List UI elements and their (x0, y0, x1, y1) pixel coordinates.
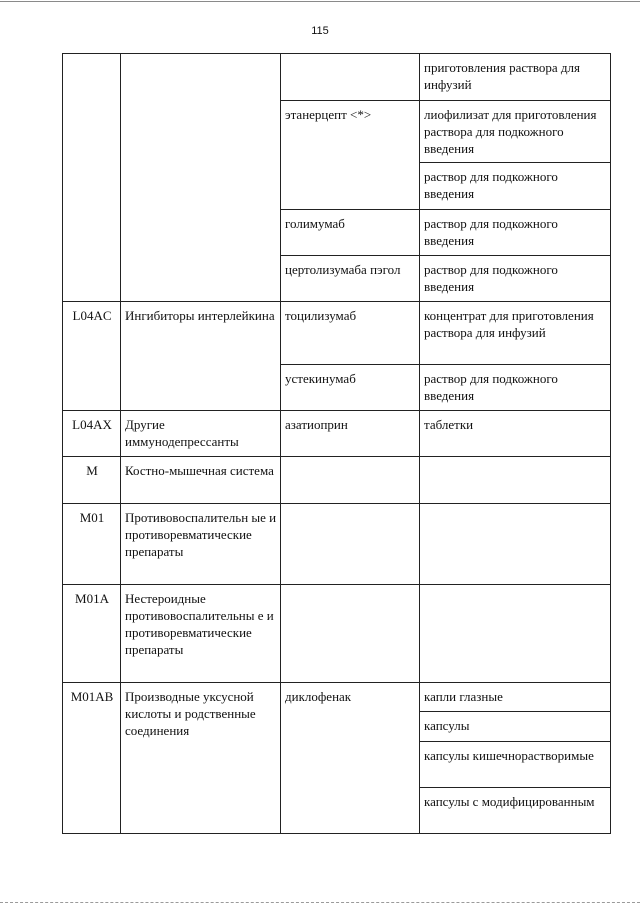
table-row (63, 302, 611, 365)
dosage-form-cell: лиофилизат для приготовления раствора для подкожного введения (420, 101, 611, 163)
dosage-form-cell (420, 585, 611, 683)
table-row (63, 585, 611, 683)
dosage-form-cell: раствор для подкожного введения (420, 210, 611, 256)
atc-code-cell (63, 54, 121, 302)
group-name-cell: Костно-мышечная система (121, 457, 281, 504)
atc-code-cell: L04AX (63, 411, 121, 457)
drug-name-cell: устекинумаб (281, 365, 420, 411)
drug-name-cell: азатиоприн (281, 411, 420, 457)
group-name-cell: Другие иммунодепрессанты (121, 411, 281, 457)
drug-name-cell: цертолизумаба пэгол (281, 256, 420, 302)
group-name-cell: Нестероидные противовоспалительны е и противоревматические препараты (121, 585, 281, 683)
drug-name-cell: голимумаб (281, 210, 420, 256)
atc-code-cell: M01AB (63, 683, 121, 834)
atc-code-cell: M01 (63, 504, 121, 585)
table-row (63, 411, 611, 457)
medication-table (62, 53, 611, 834)
table-row (63, 504, 611, 585)
top-border-line (0, 1, 640, 2)
page-number: 115 (311, 25, 329, 37)
group-name-cell (121, 54, 281, 302)
bottom-border-line (0, 902, 640, 903)
dosage-form-cell: капсулы кишечнорастворимые (420, 742, 611, 788)
drug-name-cell: диклофенак (281, 683, 420, 834)
group-name-cell: Противовоспалительн ые и противоревматические препараты (121, 504, 281, 585)
table-row (63, 457, 611, 504)
group-name-cell: Производные уксусной кислоты и родственные соединения (121, 683, 281, 834)
drug-name-cell: этанерцепт <*> (281, 101, 420, 210)
atc-code-cell: L04AC (63, 302, 121, 411)
drug-name-cell (281, 585, 420, 683)
drug-name-cell (281, 457, 420, 504)
dosage-form-cell: концентрат для приготовления раствора для инфузий (420, 302, 611, 365)
dosage-form-cell: раствор для подкожного введения (420, 256, 611, 302)
group-name-cell: Ингибиторы интерлейкина (121, 302, 281, 411)
atc-code-cell: M (63, 457, 121, 504)
drug-name-cell: тоцилизумаб (281, 302, 420, 365)
dosage-form-cell: таблетки (420, 411, 611, 457)
drug-name-cell (281, 54, 420, 101)
dosage-form-cell: капсулы (420, 712, 611, 742)
atc-code-cell: M01A (63, 585, 121, 683)
dosage-form-cell: капсулы с модифицированным (420, 788, 611, 834)
dosage-form-cell (420, 457, 611, 504)
dosage-form-cell (420, 504, 611, 585)
drug-name-cell (281, 504, 420, 585)
dosage-form-cell: приготовления раствора для инфузий (420, 54, 611, 101)
dosage-form-cell: капли глазные (420, 683, 611, 712)
dosage-form-cell: раствор для подкожного введения (420, 365, 611, 411)
dosage-form-cell: раствор для подкожного введения (420, 163, 611, 210)
table-row (63, 683, 611, 712)
table-row (63, 54, 611, 101)
